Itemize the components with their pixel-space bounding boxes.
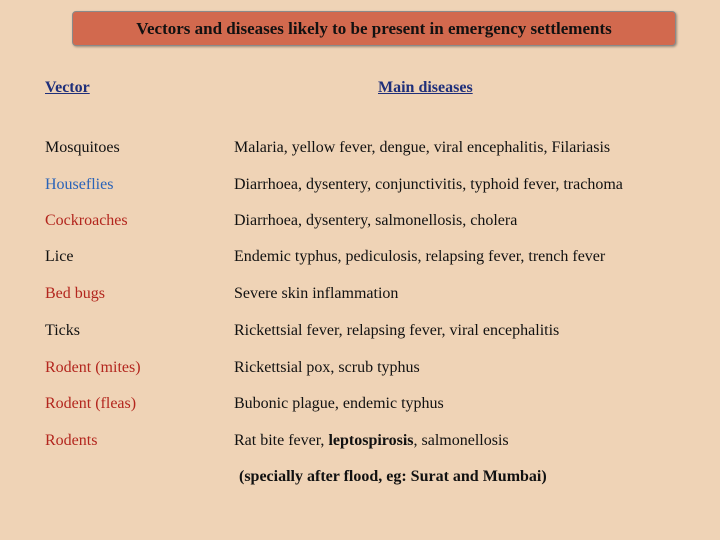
disease-list: Severe skin inflammation <box>234 285 399 302</box>
footnote: (specially after flood, eg: Surat and Mumbai) <box>239 468 547 485</box>
vector-name: Rodent (mites) <box>45 359 141 376</box>
table-row <box>0 322 720 346</box>
disease-text: Rat bite fever, <box>234 432 329 449</box>
disease-list: Diarrhoea, dysentery, salmonellosis, cholera <box>234 212 518 229</box>
diseases-column-header: Main diseases <box>378 79 473 96</box>
disease-list: Endemic typhus, pediculosis, relapsing fever, trench fever <box>234 248 606 265</box>
vector-name: Bed bugs <box>45 285 105 302</box>
disease-list: Rickettsial pox, scrub typhus <box>234 359 420 376</box>
disease-list: Bubonic plague, endemic typhus <box>234 395 444 412</box>
disease-text: , salmonellosis <box>413 432 509 449</box>
vector-column-header: Vector <box>45 79 90 96</box>
table-row <box>0 248 720 272</box>
table-row <box>0 285 720 309</box>
disease-emphasis: leptospirosis <box>328 432 414 449</box>
disease-list: Malaria, yellow fever, dengue, viral encephalitis, Filariasis <box>234 139 611 156</box>
vector-name: Rodents <box>45 432 98 449</box>
vector-name: Ticks <box>45 322 80 339</box>
vector-name: Mosquitoes <box>45 139 120 156</box>
table-row <box>0 359 720 383</box>
vector-name: Rodent (fleas) <box>45 395 137 412</box>
table-row <box>0 432 720 456</box>
disease-list <box>234 432 509 450</box>
table-row <box>0 395 720 419</box>
table-row <box>0 176 720 200</box>
vector-name: Houseflies <box>45 176 114 193</box>
disease-list: Rickettsial fever, relapsing fever, viral encephalitis <box>234 322 560 339</box>
table-row <box>0 212 720 236</box>
page-title: Vectors and diseases likely to be present in emergency settlements <box>72 11 676 46</box>
disease-list: Diarrhoea, dysentery, conjunctivitis, typhoid fever, trachoma <box>234 176 623 193</box>
table-row <box>0 139 720 163</box>
vector-name: Cockroaches <box>45 212 128 229</box>
vector-name: Lice <box>45 248 74 265</box>
